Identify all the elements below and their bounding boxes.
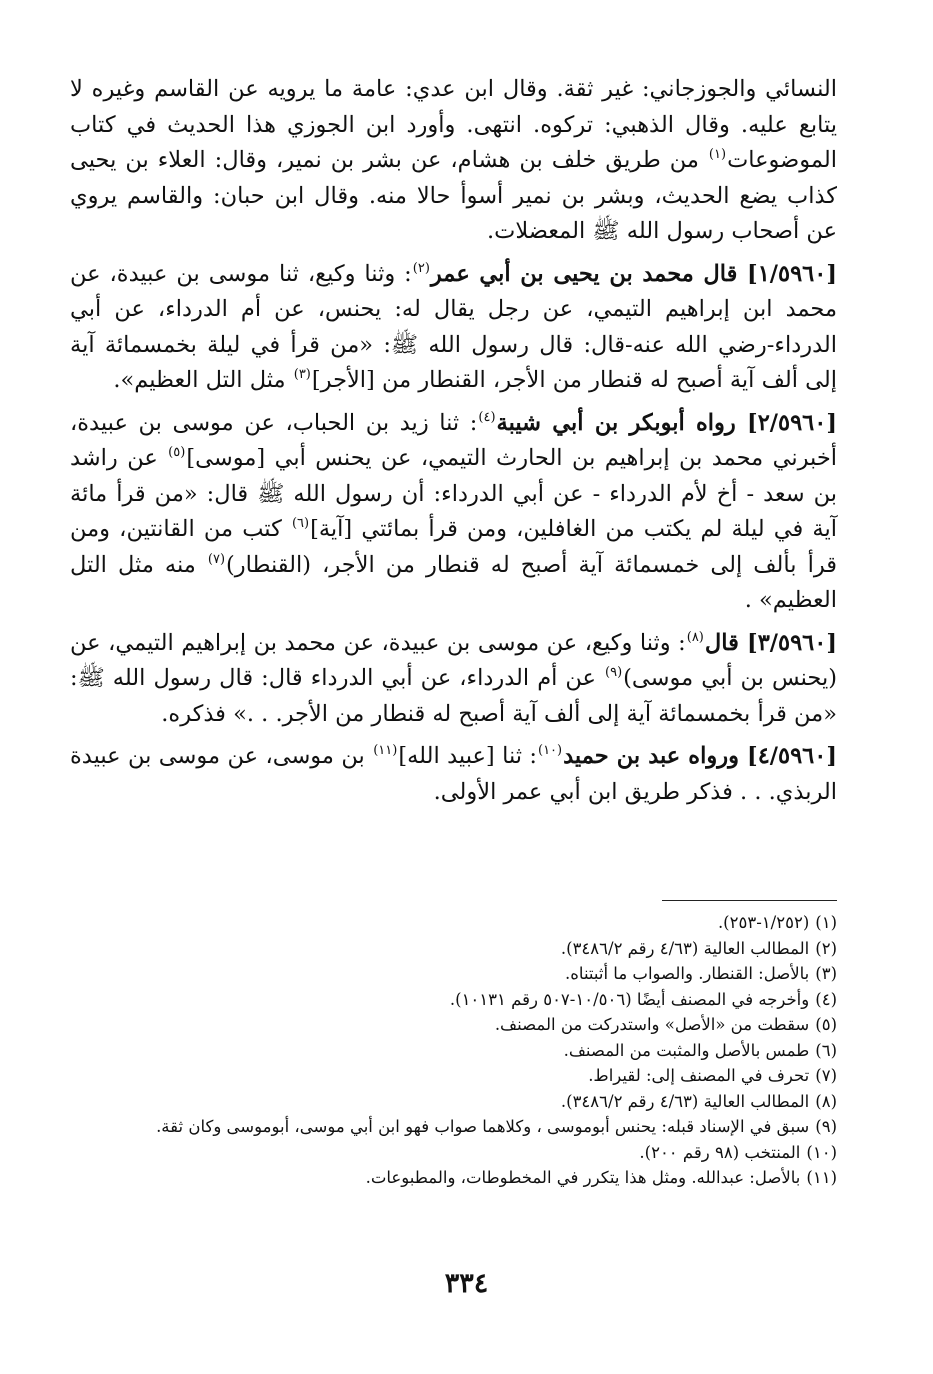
footnote-ref: (٩) [605,665,623,680]
hadith-text: كتب من القانتين، ومن قرأ بألف إلى خمسمائة آية أصبح له قنطار من الأجر، (القنطار) [70,516,837,578]
hadith-text: منه مثل التل العظيم» . [70,551,837,613]
main-text [70,72,837,817]
footnote-text: سبق في الإسناد قبله: يحنس أبوموسى ، وكلاهما صواب فهو ابن أبي موسى، أبوموسى وكان ثقة. [156,1117,810,1136]
footnote-ref: (٢) [412,260,430,276]
footnote-number: (١) [815,913,837,932]
footnote-text: المطالب العالية (٤/٦٣ رقم ٣٤٨٦/٢). [560,938,810,958]
hadith-heading: [٢/٥٩٦٠] رواه أبوبكر بن أبي شيبة [496,409,838,436]
footnote-text: (١/٢٥٢-٢٥٣). [717,913,810,932]
footnote-item [70,1140,837,1166]
footnote-text: بالأصل: عبدالله. ومثل هذا يتكرر في المخطوطات، والمطبوعات. [365,1168,801,1187]
footnote-text: المطالب العالية (٤/٦٣ رقم ٣٤٨٦/٢). [560,1091,810,1111]
hadith-heading: [٣/٥٩٦٠] قال [704,629,837,656]
hadith-text: مثل التل العظيم». [113,367,293,393]
hadith-paragraph-2 [70,406,837,619]
page-number: ٣٣٤ [444,1268,489,1299]
footnote-ref: (٥) [168,445,186,460]
footnote-item [70,936,837,962]
intro-text-1: النسائي والجوزجاني: غير ثقة. وقال ابن عدي: عامة ما يرويه عن القاسم وغيره لا يتابع عليه. وقال الذهبي: تركوه. انتهى. وأورد ابن الجوزي هذا الحديث في كتاب الموضوعات [70,76,837,173]
footnote-number: (٨) [815,1091,837,1111]
hadith-text: : وثنا وكيع، ثنا موسى بن عبيدة، عن محمد ابن إبراهيم التيمي، عن رجل يقال له: يحنس، عن أم الدرداء، عن أبي الدرداء-رضي الله عنه-قال: قال رسول الله ﷺ: «من قرأ في ليلة بخمسمائة آية إلى ألف آية أصبح له قنطار من الأجر، القنطار من [الأجر] [70,260,837,393]
footnote-number: (٣) [815,964,837,983]
footnote-number: (٥) [815,1015,837,1034]
footnote-ref: (١) [708,147,727,162]
hadith-text: بن موسى، عن موسى بن عبيدة الربذي. . . فذكر طريق ابن أبي عمر الأولى. [70,743,837,805]
footnote-item [70,1038,837,1064]
footnote-item [70,1114,837,1140]
footnote-text: وأخرجه في المصنف أيضًا (١٠/٥٠٦-٥٠٧ رقم ١٠١٣١). [449,989,810,1009]
hadith-paragraph-1 [70,257,837,399]
hadith-text: عن راشد بن سعد - أخ لأم الدرداء - عن أبي الدرداء: أن رسول الله ﷺ قال: «من قرأ مائة آية في ليلة لم يكتب من الغافلين، ومن قرأ بمائتي [آية] [70,445,837,542]
footnotes [70,910,837,1191]
footnote-item [70,961,837,987]
footnote-text: سقطت من «الأصل» واستدركت من المصنف. [494,1015,810,1034]
footnote-number: (٤) [815,989,837,1009]
hadith-text: : ثنا [عبيد الله] [398,743,537,769]
intro-text-2: من طريق خلف بن هشام، عن بشر بن نمير، وقال: العلاء بن يحيى كذاب يضع الحديث، وبشر بن نمير أسوأ حالا منه. وقال ابن حبان: والقاسم يروي عن أصحاب رسول الله ﷺ المعضلات. [70,147,837,244]
footnote-number: (١٠) [806,1142,837,1162]
hadith-paragraph-3 [70,626,837,733]
footnote-item [70,1012,837,1038]
footnote-number: (٦) [815,1040,837,1060]
footnote-ref: (٦) [291,516,310,531]
footnote-item [70,1063,837,1089]
hadith-paragraph-4 [70,739,837,810]
footnote-ref: (٤) [478,409,496,425]
intro-paragraph [70,72,837,250]
footnote-text: طمس بالأصل والمثبت من المصنف. [563,1040,810,1060]
footnote-item [70,1089,837,1115]
footnote-ref: (١١) [373,743,398,758]
footnote-divider [662,900,837,901]
footnote-text: تحرف في المصنف إلى: لقيراط. [588,1066,810,1085]
footnote-number: (٩) [815,1117,837,1136]
hadith-heading: [١/٥٩٦٠] قال محمد بن يحيى بن أبي عمر [430,260,837,287]
hadith-text: : ثنا زيد بن الحباب، عن موسى بن عبيدة، أخبرني محمد بن إبراهيم بن الحارث التيمي، عن يحنس أبي [موسى] [70,409,837,471]
footnote-item [70,910,837,936]
footnote-text: بالأصل: القنطار. والصواب ما أثبتناه. [565,964,810,983]
footnote-number: (٢) [815,938,837,958]
footnote-item [70,987,837,1013]
hadith-heading: [٤/٥٩٦٠] ورواه عبد بن حميد [563,743,837,769]
footnote-ref: (٨) [686,629,704,645]
footnote-number: (٧) [815,1066,837,1085]
footnote-text: المنتخب (٩٨ رقم ٢٠٠). [639,1142,801,1162]
hadith-text: : وثنا وكيع، عن موسى بن عبيدة، عن محمد بن إبراهيم التيمي، عن (يحنس بن أبي موسى) [70,629,837,691]
footnote-item [70,1165,837,1191]
footnote-ref: (٣) [293,367,311,382]
footnote-ref: (٧) [207,551,226,567]
hadith-text: عن أم الدرداء، عن أبي الدرداء قال: قال رسول الله ﷺ: «من قرأ بخمسمائة آية إلى ألف آية أصبح له قنطار من الأجر. . .» فذكره. [70,665,837,727]
footnote-number: (١١) [806,1168,837,1187]
footnote-ref: (١٠) [538,743,563,758]
